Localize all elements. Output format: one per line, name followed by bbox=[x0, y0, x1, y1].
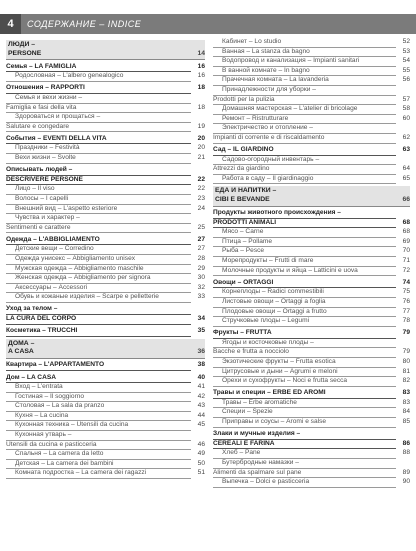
page-ref: 38 bbox=[197, 361, 205, 369]
page-ref: 18 bbox=[197, 84, 205, 92]
entry-text: Столовая – La sala da pranzo bbox=[6, 402, 191, 412]
toc-entry bbox=[6, 72, 205, 82]
toc-entry bbox=[213, 48, 410, 58]
entry-text: Кухня – La cucina bbox=[6, 412, 191, 422]
entry-text: Ягоды и косточковые плоды – bbox=[213, 339, 396, 349]
toc-entry bbox=[213, 228, 410, 238]
entry-text: Чувства и характер – bbox=[6, 214, 191, 224]
heading-line bbox=[215, 196, 410, 205]
entry-text: Семья и вехи жизни – bbox=[6, 94, 191, 104]
toc-entry bbox=[6, 185, 205, 195]
toc-entry bbox=[6, 469, 205, 479]
entry-text: Домашняя мастерская – L'atelier di bricolage bbox=[213, 105, 396, 115]
entry-text: Морепродукты – Frutti di mare bbox=[213, 257, 396, 267]
page-ref: 22 bbox=[197, 185, 205, 193]
toc-entry bbox=[213, 105, 410, 115]
heading-text: PRODOTTI ANIMALI bbox=[213, 219, 396, 229]
entry-text: Стручковые плоды – Legumi bbox=[213, 317, 396, 327]
page-ref: 54 bbox=[402, 57, 410, 65]
toc-entry bbox=[6, 284, 205, 294]
section-heading bbox=[213, 279, 410, 289]
section-heading bbox=[213, 329, 410, 339]
page-ref: 83 bbox=[402, 389, 410, 397]
heading-line bbox=[6, 166, 205, 176]
toc-entry bbox=[6, 245, 205, 255]
toc-entry bbox=[6, 123, 205, 133]
page-ref: 45 bbox=[197, 421, 205, 429]
toc-entry bbox=[6, 94, 205, 104]
toc-entry bbox=[6, 450, 205, 460]
entry-text: Косметика – TRUCCHI bbox=[6, 327, 191, 337]
toc-entry bbox=[213, 399, 410, 409]
page-header bbox=[0, 14, 416, 34]
entry-text: Одежда унисекс – Abbigliamento unisex bbox=[6, 255, 191, 265]
entry-text: Здороваться и прощаться – bbox=[6, 113, 191, 123]
heading-text: Продукты животного происхождения – bbox=[213, 209, 396, 219]
page-ref: 81 bbox=[402, 367, 410, 375]
toc-entry bbox=[6, 383, 205, 393]
toc-entry bbox=[6, 214, 205, 224]
heading-text: A CASA bbox=[8, 348, 34, 356]
heading-text: ЕДА И НАПИТКИ – bbox=[215, 187, 277, 195]
entry-text: Работа в саду – Il giardinaggio bbox=[213, 175, 396, 185]
entry-text: Семья – LA FAMIGLIA bbox=[6, 63, 191, 73]
heading-line bbox=[6, 305, 205, 315]
page-ref: 42 bbox=[197, 392, 205, 400]
heading-line bbox=[6, 315, 205, 325]
left-column bbox=[6, 38, 205, 479]
toc-entry bbox=[213, 339, 410, 349]
page-ref: 74 bbox=[402, 278, 410, 286]
page-ref: 43 bbox=[197, 402, 205, 410]
entry-text: Травы – Erbe aromatiche bbox=[213, 399, 396, 409]
toc-entry bbox=[6, 402, 205, 412]
section-heading-block bbox=[6, 166, 205, 185]
page-ref: 82 bbox=[402, 377, 410, 385]
page-ref: 60 bbox=[402, 114, 410, 122]
page-ref: 63 bbox=[402, 146, 410, 154]
toc-entry bbox=[213, 377, 410, 387]
toc-entry bbox=[213, 449, 410, 459]
page-ref: 85 bbox=[402, 418, 410, 426]
heading-line bbox=[213, 440, 410, 450]
entry-text: Комната подростка – La camera dei ragazzi bbox=[6, 469, 191, 479]
toc-entry bbox=[213, 298, 410, 308]
page-ref: 89 bbox=[402, 468, 410, 476]
page-ref: 36 bbox=[197, 348, 205, 356]
toc-entry bbox=[6, 274, 205, 284]
entry-text: Водопровод и канализация – Impianti sanitari bbox=[213, 57, 396, 67]
toc-entry bbox=[6, 393, 205, 403]
heading-text: Уход за телом – bbox=[6, 305, 191, 315]
page-ref: 84 bbox=[402, 408, 410, 416]
section-heading bbox=[6, 327, 205, 337]
entry-text: Sentimenti e carattere bbox=[6, 224, 191, 234]
page-ref: 79 bbox=[402, 329, 410, 337]
entry-text: Хлеб – Pane bbox=[213, 449, 396, 459]
entry-text: Мужская одежда – Abbigliamento maschile bbox=[6, 265, 191, 275]
page-ref: 22 bbox=[197, 175, 205, 183]
toc-entry bbox=[213, 134, 410, 144]
entry-text: Внешний вид – L'aspetto esteriore bbox=[6, 205, 191, 215]
entry-text: Salutare e congedare bbox=[6, 123, 191, 133]
toc-entry bbox=[213, 175, 410, 185]
heading-line bbox=[8, 348, 205, 357]
page-ref: 35 bbox=[197, 327, 205, 335]
heading-text: Описывать людей – bbox=[6, 166, 191, 176]
entry-text: Волосы – I capelli bbox=[6, 195, 191, 205]
page-ref: 69 bbox=[402, 237, 410, 245]
entry-text: Специи – Spezie bbox=[213, 408, 396, 418]
toc-entry bbox=[6, 144, 205, 154]
page-ref: 29 bbox=[197, 264, 205, 272]
section-heading bbox=[6, 361, 205, 371]
entry-text: Мясо – Carne bbox=[213, 228, 396, 238]
heading-line bbox=[213, 219, 410, 229]
toc-entry bbox=[213, 86, 410, 96]
page-ref: 75 bbox=[402, 288, 410, 296]
heading-text: PERSONE bbox=[8, 49, 42, 57]
page-ref: 56 bbox=[402, 76, 410, 84]
page-ref: 30 bbox=[197, 274, 205, 282]
heading-line bbox=[8, 41, 205, 50]
page-ref: 16 bbox=[197, 72, 205, 80]
entry-text: Корнеплоды – Radici commestibili bbox=[213, 288, 396, 298]
entry-text: Плодовые овощи – Ortaggi a frutto bbox=[213, 308, 396, 318]
toc-entry bbox=[6, 441, 205, 451]
page-ref: 80 bbox=[402, 358, 410, 365]
toc-entry bbox=[213, 308, 410, 318]
entry-text: Электричество и отопление – bbox=[213, 124, 396, 134]
toc-entry bbox=[213, 348, 410, 358]
page-ref: 49 bbox=[197, 450, 205, 458]
page-ref: 79 bbox=[402, 348, 410, 356]
toc-entry bbox=[213, 267, 410, 277]
entry-text: Женская одежда – Abbigliamento per signora bbox=[6, 274, 191, 284]
entry-text: Дом – LA CASA bbox=[6, 374, 191, 384]
toc-entry bbox=[213, 469, 410, 479]
page-ref: 68 bbox=[402, 228, 410, 236]
toc-entry bbox=[213, 165, 410, 175]
entry-text: Prodotti per la pulizia bbox=[213, 96, 396, 106]
heading-text: LA CURA DEL CORPO bbox=[6, 315, 191, 325]
right-column bbox=[213, 38, 410, 488]
entry-text: Utensili da cucina e pasticceria bbox=[6, 441, 191, 451]
page-ref: 28 bbox=[197, 254, 205, 262]
toc-entry bbox=[6, 154, 205, 164]
entry-text: Лицо – Il viso bbox=[6, 185, 191, 195]
page-ref: 71 bbox=[402, 257, 410, 265]
section-heading-block bbox=[213, 430, 410, 449]
entry-text: Принадлежности для уборки – bbox=[213, 86, 396, 96]
entry-text: Одежда – L'ABBIGLIAMENTO bbox=[6, 236, 191, 246]
page-ref: 40 bbox=[197, 373, 205, 381]
page-ref: 72 bbox=[402, 266, 410, 274]
toc-entry bbox=[213, 368, 410, 378]
toc-entry bbox=[6, 255, 205, 265]
page-ref: 62 bbox=[402, 133, 410, 141]
heading-text: DESCRIVERE PERSONE bbox=[6, 176, 191, 186]
entry-text: Прачечная комната – La lavanderia bbox=[213, 76, 396, 86]
page-ref: 52 bbox=[402, 38, 410, 45]
page-ref: 58 bbox=[402, 105, 410, 113]
entry-text: Кабинет – Lo studio bbox=[213, 38, 396, 48]
entry-text: Орехи и сухофрукты – Noci e frutta secca bbox=[213, 377, 396, 387]
entry-text: Овощи – ORTAGGI bbox=[213, 279, 396, 289]
entry-text: Вход – L'entrata bbox=[6, 383, 191, 393]
page-ref: 55 bbox=[402, 66, 410, 74]
toc-entry bbox=[6, 460, 205, 470]
entry-text: Детские вещи – Corredino bbox=[6, 245, 191, 255]
page-ref: 65 bbox=[402, 174, 410, 182]
entry-text: Молочные продукты и яйца – Latticini e uova bbox=[213, 267, 396, 277]
entry-text: Сад – IL GIARDINO bbox=[213, 146, 396, 156]
heading-line bbox=[213, 209, 410, 219]
section-heading bbox=[213, 146, 410, 156]
entry-text: Гостиная – Il soggiorno bbox=[6, 393, 191, 403]
heading-text: Злаки и мучные изделия – bbox=[213, 430, 396, 440]
heading-line bbox=[8, 340, 205, 349]
entry-text: Приправы и соусы – Aromi e salse bbox=[213, 418, 396, 428]
heading-text: ДОМА – bbox=[8, 339, 35, 347]
entry-text: Травы и специи – ERBE ED AROMI bbox=[213, 389, 396, 399]
toc-entry bbox=[6, 104, 205, 114]
entry-text: В ванной комнате – In bagno bbox=[213, 67, 396, 77]
section-band bbox=[6, 339, 205, 359]
toc-entry bbox=[6, 113, 205, 123]
toc-entry bbox=[6, 412, 205, 422]
page-ref: 24 bbox=[197, 204, 205, 212]
toc-entry bbox=[213, 478, 410, 488]
page-ref: 44 bbox=[197, 411, 205, 419]
toc-entry bbox=[6, 195, 205, 205]
entry-text: Обувь и кожаные изделия – Scarpe e pelletterie bbox=[6, 293, 191, 303]
page-ref: 83 bbox=[402, 398, 410, 406]
entry-text: Экзотические фрукты – Frutta esotica bbox=[213, 358, 396, 368]
page-ref: 46 bbox=[197, 440, 205, 448]
page-ref: 19 bbox=[197, 122, 205, 130]
page-number: 4 bbox=[0, 14, 21, 34]
entry-text: Famiglia e fasi della vita bbox=[6, 104, 191, 114]
heading-text: CEREALI E FARINA bbox=[213, 440, 396, 450]
toc-entry bbox=[213, 247, 410, 257]
toc-entry bbox=[6, 224, 205, 234]
toc-entry bbox=[213, 288, 410, 298]
section-band bbox=[213, 186, 410, 206]
toc-entry bbox=[6, 205, 205, 215]
entry-text: Ванная – La stanza da bagno bbox=[213, 48, 396, 58]
entry-text: Кухонная утварь – bbox=[6, 431, 191, 441]
page-ref: 16 bbox=[197, 62, 205, 70]
section-heading bbox=[6, 63, 205, 73]
section-band bbox=[6, 40, 205, 60]
page-ref: 51 bbox=[197, 469, 205, 477]
page-ref: 25 bbox=[197, 223, 205, 231]
entry-text: Отношения – RAPPORTI bbox=[6, 84, 191, 94]
page-ref: 20 bbox=[197, 144, 205, 152]
toc-entry bbox=[6, 431, 205, 441]
page-ref: 32 bbox=[197, 283, 205, 291]
page-ref: 23 bbox=[197, 194, 205, 202]
toc-entry bbox=[213, 156, 410, 166]
page-ref: 90 bbox=[402, 478, 410, 486]
page-ref: 27 bbox=[197, 235, 205, 243]
toc-entry bbox=[213, 257, 410, 267]
page-ref: 68 bbox=[402, 218, 410, 226]
page-ref: 14 bbox=[197, 49, 205, 57]
entry-text: Цитрусовые и дыни – Agrumi e meloni bbox=[213, 368, 396, 378]
entry-text: Праздники – Festività bbox=[6, 144, 191, 154]
toc-entry bbox=[213, 408, 410, 418]
heading-line bbox=[8, 50, 205, 59]
toc-entry bbox=[213, 76, 410, 86]
heading-line bbox=[6, 176, 205, 186]
entry-text: Листовые овощи – Ortaggi a foglia bbox=[213, 298, 396, 308]
page-ref: 34 bbox=[197, 315, 205, 323]
entry-text: Бутербродные намазки – bbox=[213, 459, 396, 469]
page-ref: 78 bbox=[402, 317, 410, 325]
entry-text: Аксессуары – Accessori bbox=[6, 284, 191, 294]
entry-text: Садово-огородный инвентарь – bbox=[213, 156, 396, 166]
page-ref: 70 bbox=[402, 247, 410, 255]
toc-entry bbox=[6, 421, 205, 431]
heading-line bbox=[213, 430, 410, 440]
entry-text: Квартира – L'APPARTAMENTO bbox=[6, 361, 191, 371]
entry-text: Вехи жизни – Svolte bbox=[6, 154, 191, 164]
toc-entry bbox=[213, 57, 410, 67]
page-ref: 50 bbox=[197, 459, 205, 467]
section-heading bbox=[6, 236, 205, 246]
page-ref: 64 bbox=[402, 165, 410, 173]
heading-line bbox=[215, 187, 410, 196]
section-heading bbox=[6, 374, 205, 384]
entry-text: Ремонт – Ristrutturare bbox=[213, 115, 396, 125]
page-ref: 41 bbox=[197, 383, 205, 391]
page-ref: 88 bbox=[402, 449, 410, 457]
entry-text: Фрукты – FRUTTA bbox=[213, 329, 396, 339]
entry-text: Выпечка – Dolci e pasticceria bbox=[213, 478, 396, 488]
entry-text: Alimenti da spalmare sul pane bbox=[213, 469, 396, 479]
toc-entry bbox=[6, 265, 205, 275]
entry-text: Bacche e frutta a nocciolo bbox=[213, 348, 396, 358]
page-ref: 20 bbox=[197, 134, 205, 142]
section-heading-block bbox=[6, 305, 205, 324]
page-ref: 53 bbox=[402, 47, 410, 55]
page-ref: 27 bbox=[197, 245, 205, 253]
page-ref: 77 bbox=[402, 307, 410, 315]
entry-text: Птица – Pollame bbox=[213, 238, 396, 248]
entry-text: Детская – La camera dei bambini bbox=[6, 460, 191, 470]
entry-text: Impianti di corrente e di riscaldamento bbox=[213, 134, 396, 144]
toc-entry bbox=[213, 38, 410, 48]
page-ref: 33 bbox=[197, 293, 205, 301]
page-ref: 76 bbox=[402, 297, 410, 305]
entry-text: События – EVENTI DELLA VITA bbox=[6, 135, 191, 145]
toc-entry bbox=[213, 358, 410, 368]
page-ref: 57 bbox=[402, 95, 410, 103]
toc-entry bbox=[213, 459, 410, 469]
heading-text: ЛЮДИ – bbox=[8, 41, 36, 48]
page-ref: 66 bbox=[402, 196, 410, 203]
section-heading bbox=[6, 84, 205, 94]
page-ref: 21 bbox=[197, 154, 205, 162]
page-ref: 86 bbox=[402, 439, 410, 447]
section-heading bbox=[213, 389, 410, 399]
heading-text: CIBI E BEVANDE bbox=[215, 196, 270, 203]
section-heading-block bbox=[213, 209, 410, 228]
toc-entry bbox=[6, 293, 205, 303]
entry-text: Рыба – Pesce bbox=[213, 247, 396, 257]
toc-entry bbox=[213, 96, 410, 106]
page-title: СОДЕРЖАНИЕ – INDICE bbox=[27, 19, 142, 29]
entry-text: Attrezzi da giardino bbox=[213, 165, 396, 175]
entry-text: Спальня – La camera da letto bbox=[6, 450, 191, 460]
section-heading bbox=[6, 135, 205, 145]
toc-entry bbox=[213, 238, 410, 248]
entry-text: Родословная – L'albero genealogico bbox=[6, 72, 191, 82]
toc-entry bbox=[213, 115, 410, 125]
toc-entry bbox=[213, 418, 410, 428]
page-ref: 18 bbox=[197, 103, 205, 111]
toc-entry bbox=[213, 67, 410, 77]
toc-entry bbox=[213, 124, 410, 134]
entry-text: Кухонная техника – Utensili da cucina bbox=[6, 421, 191, 431]
toc-entry bbox=[213, 317, 410, 327]
